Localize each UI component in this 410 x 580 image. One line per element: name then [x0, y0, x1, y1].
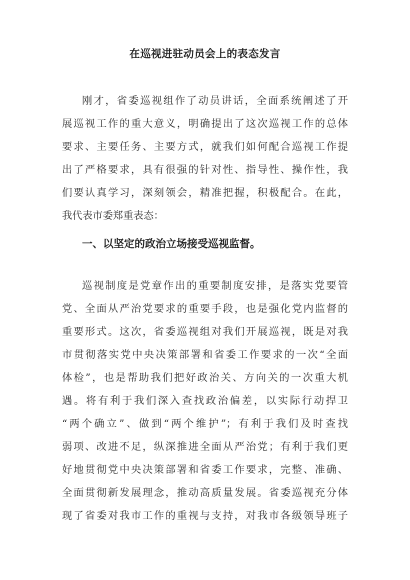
paragraph-line: “两个确立”、做到“两个维护”；有利于我们及时查找	[62, 419, 348, 430]
paragraph-line: 们要认真学习，深刻领会，精准把握，积极配合。在此，	[62, 188, 348, 199]
paragraph-line: 党、全面从严治党要求的重要手段，也是强化党内监督的	[62, 304, 348, 315]
paragraph-line: 体检”，也是帮助我们把好政治关、方向关的一次重大机	[62, 373, 348, 384]
paragraph-line: 好地贯彻党中央决策部署和省委工作要求，完整、准确、	[62, 465, 348, 476]
document-title: 在巡视进驻动员会上的表态发言	[129, 48, 281, 60]
paragraph-line: 现了省委对我市工作的重视与支持，对我市各级领导班子	[62, 511, 348, 522]
paragraph-line: 刚才，省委巡视组作了动员讲话，全面系统阐述了开	[82, 96, 348, 107]
paragraph-line: 展巡视工作的重大意义，明确提出了这次巡视工作的总体	[62, 119, 348, 130]
paragraph-line: 遇。将有利于我们深入查找政治偏差，以实际行动捍卫	[62, 396, 348, 407]
paragraph-line: 要求、主要任务、主要方式，就我们如何配合巡视工作提	[62, 142, 348, 153]
section-heading: 一、以坚定的政治立场接受巡视监督。	[82, 238, 261, 250]
paragraph-line: 我代表市委郑重表态：	[62, 211, 164, 222]
paragraph-section-one	[62, 275, 348, 528]
paragraph-intro	[62, 90, 348, 228]
paragraph-line: 弱项、改进不足，纵深推进全面从严治党；有利于我们更	[62, 442, 348, 453]
paragraph-line: 出了严格要求，具有很强的针对性、指导性、操作性，我	[62, 165, 348, 176]
paragraph-line: 全面贯彻新发展理念，推动高质量发展。省委巡视充分体	[62, 488, 348, 499]
paragraph-line: 巡视制度是党章作出的重要制度安排，是落实党要管	[82, 281, 348, 292]
paragraph-line: 重要形式。这次，省委巡视组对我们开展巡视，既是对我	[62, 327, 348, 338]
paragraph-line: 市贯彻落实党中央决策部署和省委工作要求的一次“全面	[62, 350, 348, 361]
